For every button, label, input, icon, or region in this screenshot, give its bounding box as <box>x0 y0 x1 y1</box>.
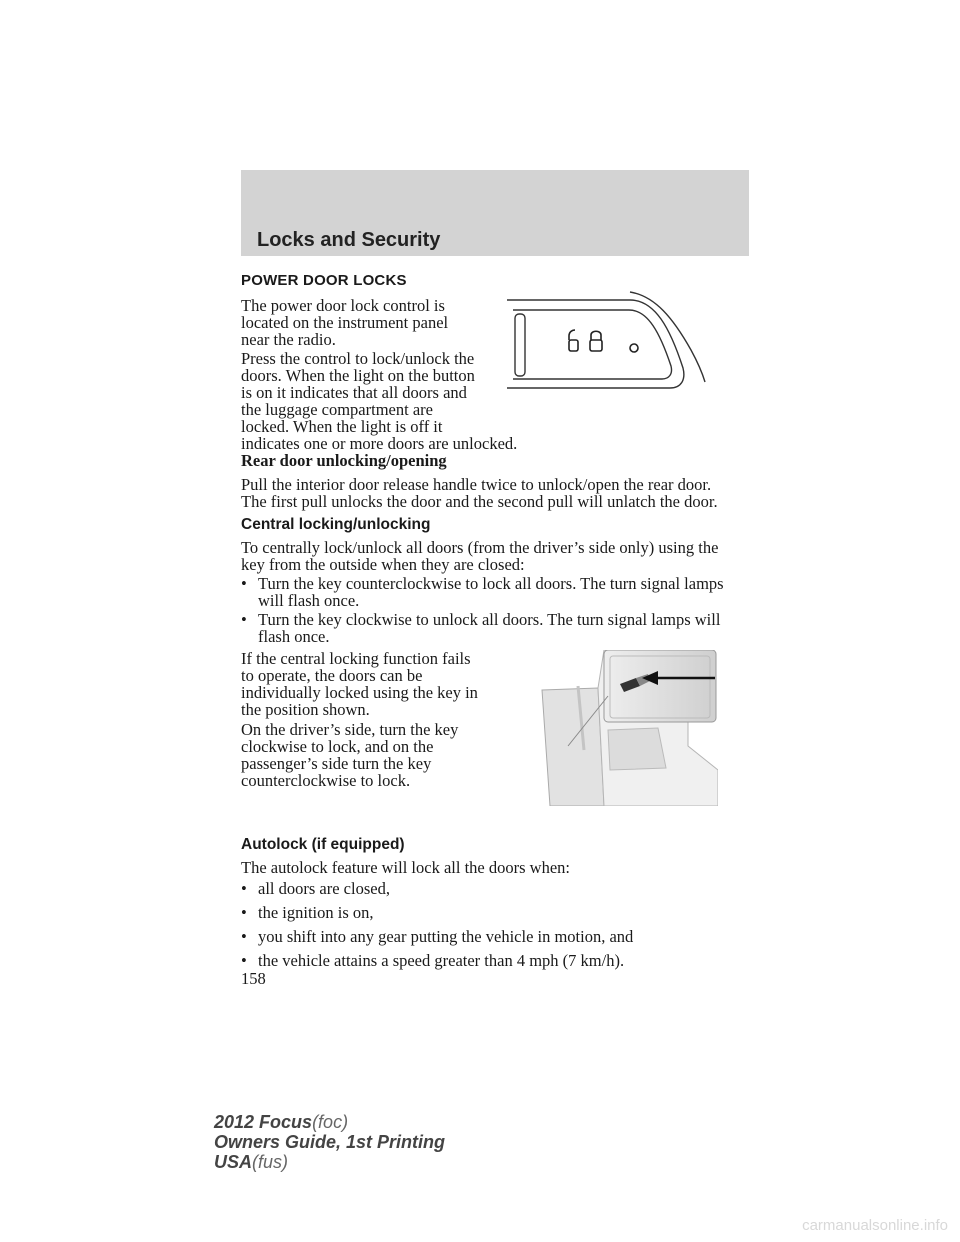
list-item <box>241 952 751 969</box>
list-item <box>241 928 751 945</box>
footer-region-code: (fus) <box>252 1152 289 1172</box>
lock-switch-illustration <box>505 288 715 408</box>
paragraph-rear-door <box>241 476 718 510</box>
watermark: carmanualsonline.info <box>802 1217 948 1234</box>
paragraph-control-location <box>241 297 448 348</box>
text-line: clockwise to lock, and on the <box>241 737 434 756</box>
list-item <box>241 904 751 921</box>
text-line: to operate, the doors can be <box>241 666 423 685</box>
heading-central-locking: Central locking/unlocking <box>241 516 431 533</box>
text-line: the vehicle attains a speed greater than 4 mph (7 km/h). <box>258 951 625 970</box>
bullet-icon: • <box>241 951 247 970</box>
text-line: the luggage compartment are <box>241 400 433 419</box>
list-item <box>241 880 751 897</box>
footer-print-info <box>214 1112 445 1172</box>
bullet-icon: • <box>241 879 247 898</box>
text-line: Turn the key counterclockwise to lock all doors. The turn signal lamps <box>258 574 724 593</box>
text-line: located on the instrument panel <box>241 313 449 332</box>
text-line: will flash once. <box>258 591 360 610</box>
paragraph-central-locking <box>241 539 718 573</box>
text-line: Turn the key clockwise to unlock all doors. The turn signal lamps will <box>258 610 721 629</box>
text-line: the ignition is on, <box>258 903 374 922</box>
text-line: The power door lock control is <box>241 296 445 315</box>
text-line: you shift into any gear putting the vehicle in motion, and <box>258 927 634 946</box>
footer-region: USA <box>214 1152 253 1172</box>
text-line: flash once. <box>258 627 330 646</box>
text-line: doors. When the light on the button <box>241 366 475 385</box>
page-number: 158 <box>241 969 266 988</box>
bullet-icon: • <box>241 903 247 922</box>
text-line: the position shown. <box>241 700 370 719</box>
bullet-icon: • <box>241 610 247 629</box>
text-line: Pull the interior door release handle twice to unlock/open the rear door. <box>241 475 712 494</box>
text-line: indicates one or more doors are unlocked. <box>241 434 518 453</box>
heading-power-door-locks: POWER DOOR LOCKS <box>241 272 407 289</box>
paragraph-press-control <box>241 350 517 452</box>
lock-unlock-symbol-icon <box>569 330 638 352</box>
text-line: near the radio. <box>241 330 336 349</box>
list-item <box>241 575 751 609</box>
section-title: Locks and Security <box>257 229 441 251</box>
bullet-icon: • <box>241 927 247 946</box>
heading-rear-door: Rear door unlocking/opening <box>241 451 447 470</box>
footer-guide: Owners Guide, 1st Printing <box>214 1132 446 1152</box>
text-line: counterclockwise to lock. <box>241 771 411 790</box>
door-key-cylinder-illustration <box>538 650 718 806</box>
footer-model-code: (foc) <box>312 1112 349 1132</box>
paragraph-key-direction <box>241 721 458 789</box>
text-line: passenger’s side turn the key <box>241 754 432 773</box>
text-line: key from the outside when they are closed: <box>241 555 525 574</box>
text-line: is on it indicates that all doors and <box>241 383 467 402</box>
text-line: all doors are closed, <box>258 879 390 898</box>
text-line: individually locked using the key in <box>241 683 478 702</box>
paragraph-autolock-intro: The autolock feature will lock all the doors when: <box>241 858 570 877</box>
text-line: locked. When the light is off it <box>241 417 443 436</box>
text-line: Press the control to lock/unlock the <box>241 349 475 368</box>
bullet-icon: • <box>241 574 247 593</box>
paragraph-locking-fails <box>241 650 478 718</box>
text-line: To centrally lock/unlock all doors (from the driver’s side only) using the <box>241 538 719 557</box>
section-header <box>241 170 749 256</box>
footer-model: 2012 Focus <box>214 1112 313 1132</box>
text-line: If the central locking function fails <box>241 649 471 668</box>
text-line: On the driver’s side, turn the key <box>241 720 459 739</box>
list-item <box>241 611 751 645</box>
text-line: The first pull unlocks the door and the second pull will unlatch the door. <box>241 492 718 511</box>
heading-autolock: Autolock (if equipped) <box>241 836 405 853</box>
